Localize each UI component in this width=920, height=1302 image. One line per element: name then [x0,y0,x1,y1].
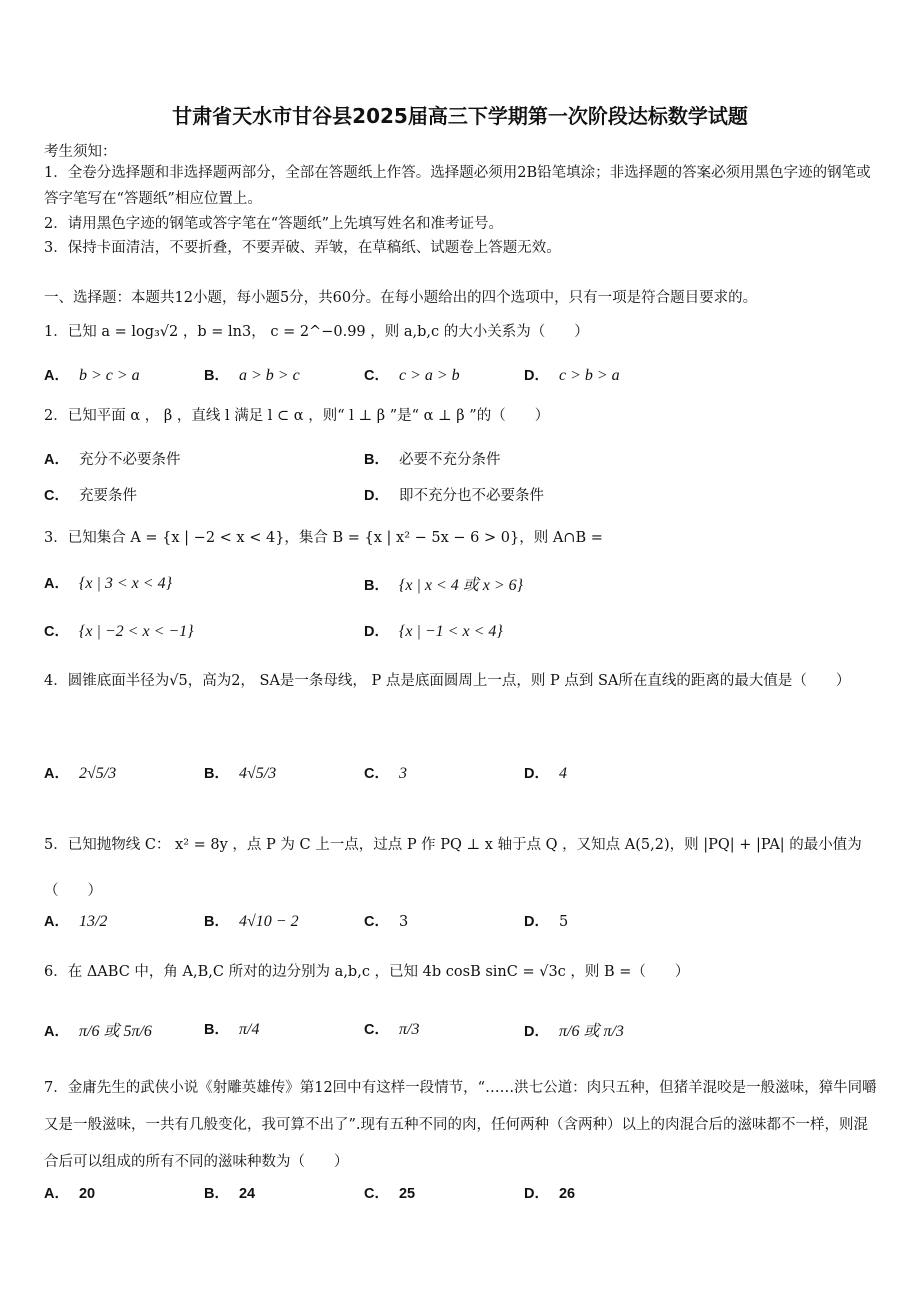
q6-option-a[interactable] [44,1018,152,1041]
option-text: 4 [558,765,567,782]
option-label: A． [44,452,69,468]
option-label: C． [364,368,389,384]
option-label: D． [524,368,549,384]
option-label: A． [44,1024,69,1040]
notice-item-1: 1．全卷分选择题和非选择题两部分，全部在答题纸上作答。选择题必须用2B铅笔填涂；非选择题的答案必须用黑色字迹的钢笔或答字笔写在“答题纸”相应位置上。 [44,165,871,207]
option-label: A． [44,1186,69,1202]
option-text: π/3 [398,1021,420,1038]
q1-option-a[interactable] [44,364,140,385]
option-text: {x | 3 < x < 4} [78,575,172,592]
option-label: B． [364,452,389,468]
option-text: 25 [398,1186,416,1202]
option-text: a > b > c [238,367,300,384]
option-label: B． [204,1186,229,1202]
question-4-stem: 4．圆锥底面半径为√5，高为2， SA是一条母线， P 点是底面圆周上一点，则 P 点到 SA所在直线的距离的最大值是（ ） [44,673,851,689]
option-label: A． [44,368,69,384]
option-text: {x | x < 4 或 x > 6} [398,577,524,594]
q5-option-b[interactable] [204,910,299,931]
option-label: B． [204,766,229,782]
q3-option-a[interactable] [44,572,172,593]
option-label: D． [524,1024,549,1040]
option-label: C． [364,1186,389,1202]
option-text: 3 [398,765,407,782]
option-label: C． [364,766,389,782]
option-label: D． [524,1186,549,1202]
question-7-stem: 7．金庸先生的武侠小说《射雕英雄传》第12回中有这样一段情节，“……洪七公道：肉只五种，但猪羊混咬是一般滋味，獐牛同嚼又是一般滋味，一共有几般变化，我可算不出了”.现有五种不同的肉，任何两种（含两种）以上的肉混合后的滋味都不一样，则混合后可以组成的所有不同的滋味种数为（ ） [44,1080,877,1170]
q2-option-c[interactable] [44,484,137,505]
option-label: B． [204,914,229,930]
q7-option-a[interactable] [44,1182,105,1203]
q2-option-d[interactable] [364,484,544,505]
q1-option-d[interactable] [524,364,620,385]
q2-option-a[interactable] [44,448,180,469]
notice-heading: 考生须知： [44,144,117,160]
notice-item-3: 3．保持卡面清洁，不要折叠，不要弄破、弄皱，在草稿纸、试题卷上答题无效。 [44,240,561,256]
question-2-stem: 2．已知平面 α ， β ，直线 l 满足 l ⊂ α ，则“ l ⊥ β ”是“ α ⊥ β ”的（ ） [44,408,550,424]
option-text: b > c > a [78,367,140,384]
q4-option-c[interactable] [364,762,407,783]
option-label: D． [524,766,549,782]
q5-option-d[interactable] [524,910,568,931]
option-text: c > a > b [398,367,460,384]
question-5-stem: 5．已知抛物线 C： x² = 8y ，点 P 为 C 上一点，过点 P 作 PQ ⊥ x 轴于点 Q ，又知点 A(5,2)，则 |PQ| + |PA| 的最小值为（ ） [44,837,862,899]
option-text: c > b > a [558,367,620,384]
q6-option-c[interactable] [364,1018,419,1039]
option-label: D． [364,488,389,504]
q7-option-c[interactable] [364,1182,425,1203]
q4-option-a[interactable] [44,762,116,783]
q3-option-c[interactable] [44,620,194,641]
option-text: π/6 或 5π/6 [78,1023,152,1040]
option-label: A． [44,766,69,782]
q3-option-b[interactable] [364,572,523,595]
option-label: B． [204,1022,229,1038]
question-1-stem: 1．已知 a = log₃√2 ，b = ln3， c = 2^−0.99 ，则 a,b,c 的大小关系为（ ） [44,324,589,340]
option-label: D． [364,624,389,640]
q7-option-b[interactable] [204,1182,265,1203]
option-text: 充要条件 [78,488,137,504]
option-label: A． [44,576,69,592]
option-text: {x | −2 < x < −1} [78,623,194,640]
q4-option-d[interactable] [524,762,567,783]
q3-option-d[interactable] [364,620,503,641]
option-text: 即不充分也不必要条件 [398,488,544,504]
question-6-stem: 6．在 ΔABC 中，角 A,B,C 所对的边分别为 a,b,c ，已知 4b cosB sinC = √3c ，则 B =（ ） [44,964,690,980]
option-text: 3 [398,914,409,930]
option-text: 20 [78,1186,96,1202]
option-label: B． [364,578,389,594]
option-text: 13/2 [78,913,108,930]
q1-option-b[interactable] [204,364,300,385]
option-label: C． [44,624,69,640]
option-text: 5 [558,914,569,930]
q1-option-c[interactable] [364,364,460,385]
option-text: 2√5/3 [78,765,117,782]
q4-option-b[interactable] [204,762,276,783]
option-text: π/4 [238,1021,260,1038]
option-text: {x | −1 < x < 4} [398,623,503,640]
option-label: C． [364,1022,389,1038]
option-label: C． [44,488,69,504]
option-text: 充分不必要条件 [78,452,181,468]
option-text: 必要不充分条件 [398,452,501,468]
option-text: 26 [558,1186,576,1202]
option-label: B． [204,368,229,384]
q6-option-b[interactable] [204,1018,259,1039]
option-text: 4√10 − 2 [238,913,299,930]
q5-option-c[interactable] [364,910,408,931]
question-3-stem: 3．已知集合 A = {x | −2 < x < 4}，集合 B = {x | x² − 5x − 6 > 0}，则 A∩B = [44,530,603,546]
option-text: 4√5/3 [238,765,277,782]
option-label: D． [524,914,549,930]
section-heading: 一、选择题：本题共12小题，每小题5分，共60分。在每小题给出的四个选项中，只有一项是符合题目要求的。 [44,290,758,306]
option-label: C． [364,914,389,930]
page-title: 甘肃省天水市甘谷县2025届高三下学期第一次阶段达标数学试题 [172,104,748,128]
notice-item-2: 2．请用黑色字迹的钢笔或答字笔在“答题纸”上先填写姓名和准考证号。 [44,216,504,232]
q7-option-d[interactable] [524,1182,585,1203]
option-text: π/6 或 π/3 [558,1023,624,1040]
q5-option-a[interactable] [44,910,107,931]
option-text: 24 [238,1186,256,1202]
q6-option-d[interactable] [524,1018,624,1041]
q2-option-b[interactable] [364,448,500,469]
option-label: A． [44,914,69,930]
